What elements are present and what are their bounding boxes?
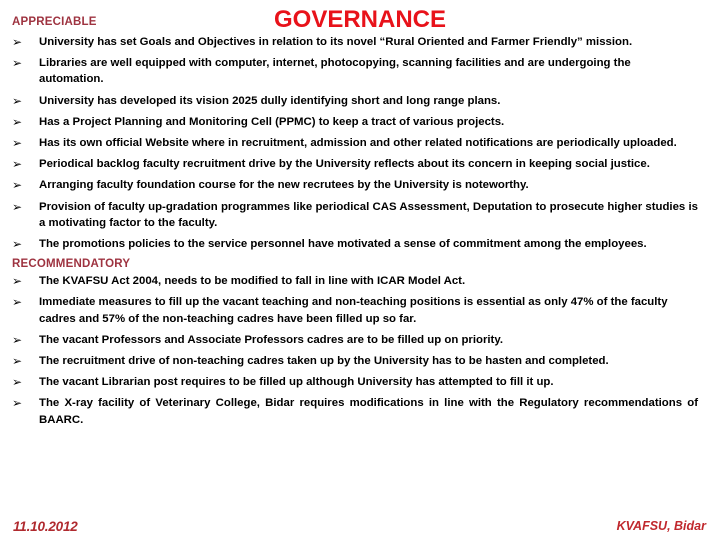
arrow-bullet-icon: ➢: [12, 274, 23, 289]
list-item: [0, 236, 720, 252]
list-item: [0, 177, 720, 193]
arrow-bullet-icon: ➢: [12, 295, 23, 310]
section-heading-recommendatory: RECOMMENDATORY: [12, 258, 131, 271]
list-item: [0, 353, 720, 369]
arrow-bullet-icon: ➢: [12, 237, 23, 252]
list-item-text: Provision of faculty up-gradation programmes like periodical CAS Assessment, Deputation to prosecute higher studies is a motivating factor to the faculty.: [39, 200, 698, 229]
arrow-bullet-icon: ➢: [12, 354, 23, 369]
arrow-bullet-icon: ➢: [12, 114, 23, 129]
list-item: [0, 374, 720, 390]
arrow-bullet-icon: ➢: [12, 56, 23, 71]
arrow-bullet-icon: ➢: [12, 375, 23, 390]
list-item-text: Immediate measures to fill up the vacant teaching and non-teaching positions is essential as only 47% of the faculty cadres and 57% of the non-teaching cadres have been filled up so far.: [39, 296, 668, 325]
list-item-text: University has set Goals and Objectives in relation to its novel “Rural Oriented and Farmer Friendly” mission.: [39, 36, 633, 48]
list-item: [0, 114, 720, 130]
arrow-bullet-icon: ➢: [12, 93, 23, 108]
list-item-text: The vacant Librarian post requires to be filled up although University has attempted to fill it up.: [39, 376, 554, 389]
list-item-text: The promotions policies to the service personnel have motivated a sense of commitment among the employees.: [39, 238, 647, 251]
list-item: [0, 93, 720, 109]
list-item: [0, 395, 720, 427]
arrow-bullet-icon: ➢: [12, 332, 23, 347]
list-item: [0, 156, 720, 172]
slide-header: [0, 0, 720, 34]
arrow-bullet-icon: ➢: [12, 157, 23, 172]
list-item: [0, 273, 720, 289]
list-item-text: University has developed its vision 2025 dully identifying short and long range plans.: [39, 94, 501, 107]
bullet-list-recommendatory: [0, 273, 720, 428]
list-item-text: The recruitment drive of non-teaching cadres taken up by the University has to be hasten and completed.: [39, 355, 609, 368]
list-item: [0, 55, 720, 87]
list-item-text: Has a Project Planning and Monitoring Cell (PPMC) to keep a tract of various projects.: [39, 115, 505, 128]
section-heading-appreciable: APPRECIABLE: [12, 16, 97, 28]
slide-body: [0, 34, 720, 428]
bullet-list-appreciable: [0, 34, 720, 252]
list-item: [0, 294, 720, 326]
footer-date: 11.10.2012: [13, 519, 78, 534]
list-item-text: The vacant Professors and Associate Professors cadres are to be filled up on priority.: [39, 333, 503, 346]
arrow-bullet-icon: ➢: [12, 35, 23, 49]
list-item: [0, 332, 720, 348]
arrow-bullet-icon: ➢: [12, 178, 23, 193]
list-item: [0, 135, 720, 151]
list-item-text: The KVAFSU Act 2004, needs to be modified to fall in line with ICAR Model Act.: [39, 275, 466, 288]
list-item-text: Libraries are well equipped with computer, internet, photocopying, scanning facilities and are undergoing the automation.: [39, 57, 631, 86]
list-item-text: The X-ray facility of Veterinary College, Bidar requires modifications in line with the Regulatory recommendations of BAARC.: [39, 397, 698, 426]
arrow-bullet-icon: ➢: [12, 396, 23, 411]
arrow-bullet-icon: ➢: [12, 136, 23, 151]
list-item-text: Arranging faculty foundation course for the new recrutees by the University is noteworthy.: [39, 179, 529, 192]
list-item: [0, 199, 720, 231]
arrow-bullet-icon: ➢: [12, 199, 23, 214]
list-item: [0, 34, 720, 50]
list-item-text: Has its own official Website where in recruitment, admission and other related notifications are periodically uploaded.: [39, 137, 677, 150]
list-item-text: Periodical backlog faculty recruitment drive by the University reflects about its concern in keeping social justice.: [39, 158, 650, 171]
footer-organization: KVAFSU, Bidar: [616, 519, 706, 533]
page-title: GOVERNANCE: [273, 6, 447, 33]
